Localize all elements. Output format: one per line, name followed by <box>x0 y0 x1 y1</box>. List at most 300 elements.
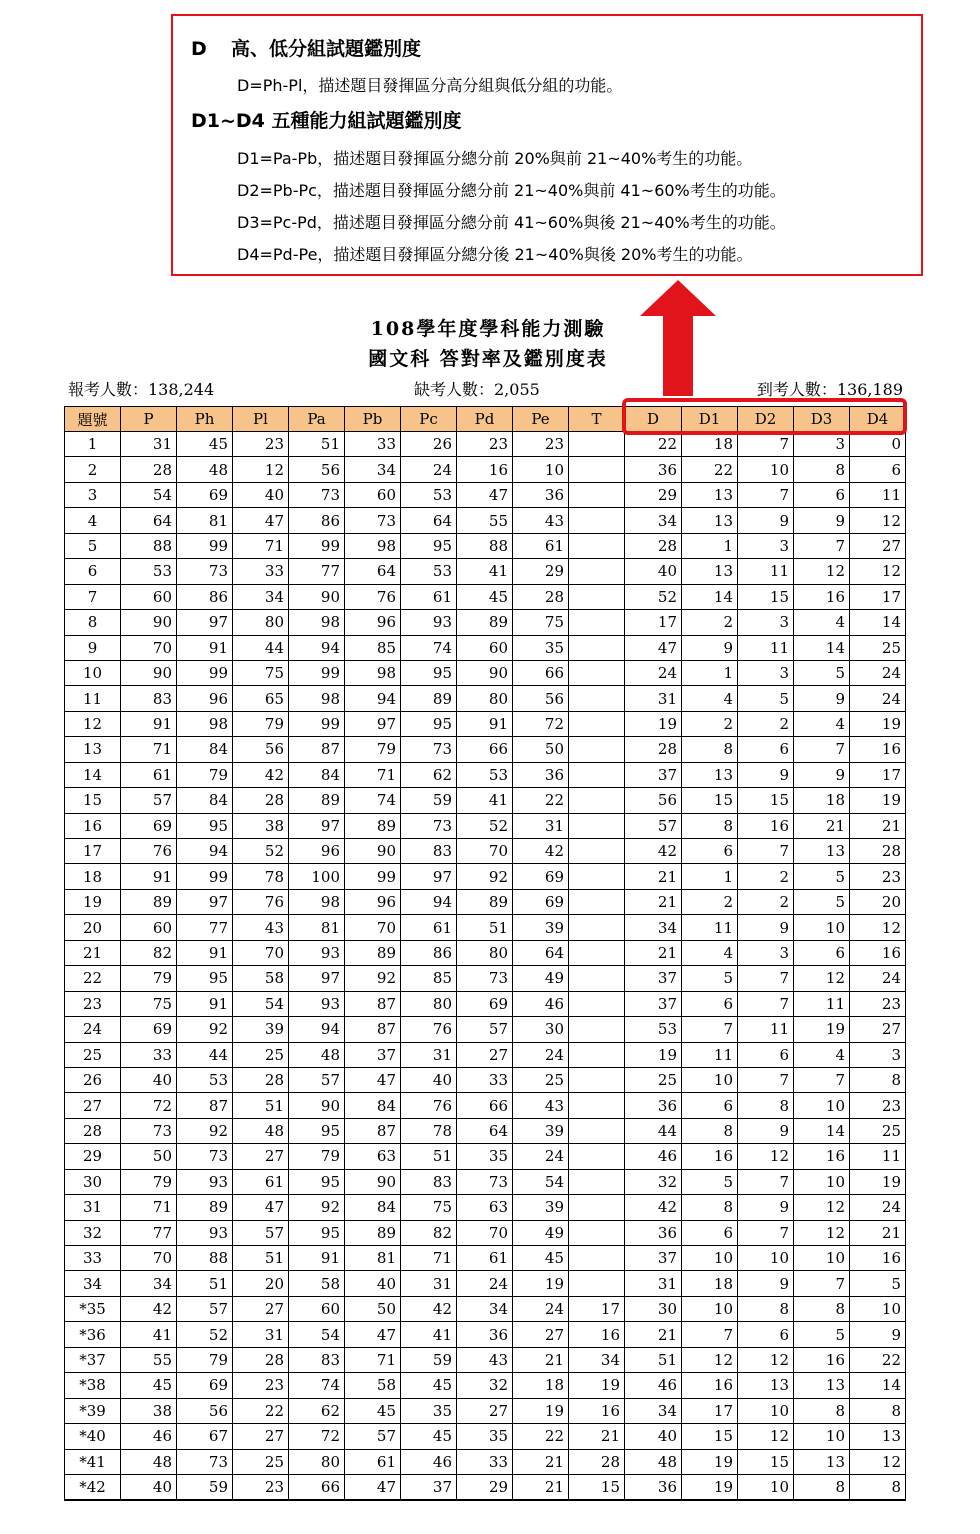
table-cell: 27 <box>457 1398 513 1423</box>
column-header: P <box>121 407 177 432</box>
table-row <box>65 559 906 584</box>
table-cell: 91 <box>177 991 233 1016</box>
column-header: T <box>569 407 625 432</box>
table-cell: 50 <box>345 1296 401 1321</box>
table-cell: 87 <box>345 1118 401 1143</box>
table-cell: 93 <box>401 610 457 635</box>
table-cell: 57 <box>625 813 682 838</box>
table-cell: 4 <box>794 610 850 635</box>
table-row <box>65 1093 906 1118</box>
table-cell: 28 <box>850 839 906 864</box>
table-cell: 17 <box>682 1398 738 1423</box>
table-cell: 12 <box>738 1144 794 1169</box>
table-cell: 24 <box>850 686 906 711</box>
table-cell: 91 <box>177 635 233 660</box>
table-cell: 31 <box>625 1271 682 1296</box>
table-cell: 58 <box>289 1271 345 1296</box>
table-cell: 10 <box>794 1246 850 1271</box>
table-cell: 8 <box>682 1118 738 1143</box>
table-cell: 32 <box>625 1169 682 1194</box>
table-cell: 35 <box>513 635 569 660</box>
column-header: Pd <box>457 407 513 432</box>
table-cell: 24 <box>850 660 906 685</box>
table-cell: 98 <box>289 889 345 914</box>
table-cell <box>569 1118 625 1143</box>
table-cell: 11 <box>738 1017 794 1042</box>
column-header: D3 <box>794 407 850 432</box>
table-cell: 22 <box>625 432 682 457</box>
table-cell: 57 <box>177 1296 233 1321</box>
table-cell: 45 <box>401 1373 457 1398</box>
table-cell: 42 <box>625 839 682 864</box>
table-cell: 95 <box>401 660 457 685</box>
table-cell: 13 <box>738 1373 794 1398</box>
table-cell <box>569 839 625 864</box>
table-cell: 97 <box>345 711 401 736</box>
table-cell: 51 <box>233 1093 289 1118</box>
table-cell: 63 <box>457 1195 513 1220</box>
table-cell: 28 <box>625 737 682 762</box>
table-cell <box>569 788 625 813</box>
table-cell: 92 <box>345 966 401 991</box>
table-cell: 56 <box>177 1398 233 1423</box>
table-cell: 16 <box>850 940 906 965</box>
table-cell: 2 <box>738 711 794 736</box>
table-cell: 89 <box>345 940 401 965</box>
question-number-cell: 31 <box>65 1195 121 1220</box>
table-cell: 11 <box>850 482 906 507</box>
table-cell: 12 <box>850 508 906 533</box>
table-cell: 61 <box>233 1169 289 1194</box>
table-cell: 29 <box>513 559 569 584</box>
table-cell: 95 <box>177 813 233 838</box>
table-cell: 56 <box>513 686 569 711</box>
d1-formula: D1=Pa-Pb，描述題目發揮區分總分前 20%與前 21~40%考生的功能。 <box>237 149 753 168</box>
table-cell: 28 <box>569 1449 625 1474</box>
table-cell: 16 <box>682 1144 738 1169</box>
table-cell: 61 <box>513 533 569 558</box>
table-cell: 7 <box>738 1220 794 1245</box>
table-cell: 53 <box>121 559 177 584</box>
table-cell: 13 <box>682 482 738 507</box>
table-cell: 55 <box>457 508 513 533</box>
table-cell: 58 <box>233 966 289 991</box>
table-cell: 64 <box>121 508 177 533</box>
table-cell: 90 <box>345 1169 401 1194</box>
table-cell: 14 <box>794 1118 850 1143</box>
table-cell <box>569 533 625 558</box>
table-cell: 96 <box>177 686 233 711</box>
table-cell: 7 <box>738 966 794 991</box>
table-cell: 19 <box>850 1169 906 1194</box>
table-cell: 5 <box>682 1169 738 1194</box>
table-cell: 52 <box>457 813 513 838</box>
table-cell: 92 <box>177 1017 233 1042</box>
table-cell: 75 <box>121 991 177 1016</box>
table-cell: 21 <box>513 1449 569 1474</box>
table-cell: 17 <box>625 610 682 635</box>
table-row <box>65 610 906 635</box>
table-cell: 25 <box>625 1067 682 1092</box>
table-cell: 69 <box>121 1017 177 1042</box>
table-cell: 97 <box>289 966 345 991</box>
table-cell: 12 <box>682 1347 738 1372</box>
table-cell: 64 <box>345 559 401 584</box>
table-cell: 71 <box>121 1195 177 1220</box>
table-cell: 6 <box>682 839 738 864</box>
table-cell: 13 <box>794 1449 850 1474</box>
table-cell: 61 <box>345 1449 401 1474</box>
question-number-cell: 12 <box>65 711 121 736</box>
table-cell: 24 <box>513 1296 569 1321</box>
table-cell: 34 <box>121 1271 177 1296</box>
table-cell: 13 <box>794 1373 850 1398</box>
table-cell: 9 <box>794 686 850 711</box>
table-cell: 52 <box>625 584 682 609</box>
table-cell: 89 <box>401 686 457 711</box>
table-cell: 37 <box>625 991 682 1016</box>
table-cell: 82 <box>401 1220 457 1245</box>
table-cell: 37 <box>345 1042 401 1067</box>
table-cell: 73 <box>289 482 345 507</box>
table-cell: 47 <box>233 1195 289 1220</box>
question-number-cell: 26 <box>65 1067 121 1092</box>
page-title: 108學年度學科能力測驗 <box>370 318 606 340</box>
table-cell: 87 <box>177 1093 233 1118</box>
table-cell: 22 <box>513 788 569 813</box>
table-cell: 7 <box>682 1017 738 1042</box>
table-cell: 67 <box>177 1424 233 1449</box>
absent-count: 缺考人數：2,055 <box>414 380 540 399</box>
table-cell: 87 <box>345 991 401 1016</box>
column-header: Pc <box>401 407 457 432</box>
table-cell: 17 <box>850 762 906 787</box>
table-cell <box>569 889 625 914</box>
table-cell <box>569 762 625 787</box>
column-header: D4 <box>850 407 906 432</box>
table-cell: 5 <box>794 1322 850 1347</box>
score-table <box>64 406 906 1501</box>
table-cell: 34 <box>457 1296 513 1321</box>
table-cell: 12 <box>738 1424 794 1449</box>
table-cell: 95 <box>289 1169 345 1194</box>
table-cell: 73 <box>457 1169 513 1194</box>
table-cell: 81 <box>289 915 345 940</box>
table-cell: 97 <box>401 864 457 889</box>
table-cell: 27 <box>513 1322 569 1347</box>
table-cell: 21 <box>513 1474 569 1499</box>
table-cell: 73 <box>121 1118 177 1143</box>
table-cell: 19 <box>682 1449 738 1474</box>
column-header: D2 <box>738 407 794 432</box>
table-cell: 29 <box>625 482 682 507</box>
table-cell: 43 <box>513 1093 569 1118</box>
table-cell: 77 <box>121 1220 177 1245</box>
table-cell: 47 <box>345 1322 401 1347</box>
table-cell: 80 <box>457 686 513 711</box>
question-number-cell: 5 <box>65 533 121 558</box>
table-cell: 10 <box>738 1474 794 1499</box>
table-cell: 12 <box>794 1220 850 1245</box>
table-cell: 11 <box>738 559 794 584</box>
table-cell: 31 <box>625 686 682 711</box>
table-cell: 25 <box>233 1042 289 1067</box>
table-cell: 53 <box>401 559 457 584</box>
table-cell: 80 <box>457 940 513 965</box>
table-cell: 16 <box>682 1373 738 1398</box>
table-cell: 36 <box>625 457 682 482</box>
table-cell: 96 <box>345 610 401 635</box>
table-cell: 93 <box>177 1169 233 1194</box>
table-cell: 12 <box>233 457 289 482</box>
table-row <box>65 635 906 660</box>
table-cell: 99 <box>177 864 233 889</box>
table-cell: 54 <box>121 482 177 507</box>
table-cell: 19 <box>625 1042 682 1067</box>
table-cell: 25 <box>233 1449 289 1474</box>
table-cell: 89 <box>457 889 513 914</box>
table-cell: 23 <box>233 1373 289 1398</box>
table-cell: 27 <box>233 1296 289 1321</box>
table-row <box>65 457 906 482</box>
table-cell: 98 <box>345 660 401 685</box>
table-row <box>65 839 906 864</box>
question-number-cell: 6 <box>65 559 121 584</box>
table-cell: 84 <box>177 737 233 762</box>
table-cell: 97 <box>177 889 233 914</box>
table-row <box>65 1271 906 1296</box>
table-cell: 7 <box>738 432 794 457</box>
table-cell: 93 <box>177 1220 233 1245</box>
table-cell: 8 <box>682 737 738 762</box>
table-cell: 78 <box>233 864 289 889</box>
table-cell: 92 <box>177 1118 233 1143</box>
table-cell <box>569 1017 625 1042</box>
table-cell: 32 <box>457 1373 513 1398</box>
table-cell: 36 <box>625 1474 682 1499</box>
table-cell <box>569 1067 625 1092</box>
question-number-cell: *35 <box>65 1296 121 1321</box>
table-cell: 8 <box>850 1067 906 1092</box>
table-cell: 44 <box>233 635 289 660</box>
table-cell: 15 <box>682 1424 738 1449</box>
d-heading <box>191 34 421 61</box>
table-cell: 13 <box>850 1424 906 1449</box>
table-cell: 9 <box>738 1118 794 1143</box>
table-cell: 88 <box>177 1246 233 1271</box>
table-cell: 42 <box>121 1296 177 1321</box>
table-cell <box>569 482 625 507</box>
table-row <box>65 915 906 940</box>
table-cell: 21 <box>625 1322 682 1347</box>
table-cell: 7 <box>794 1067 850 1092</box>
table-cell: 34 <box>625 1398 682 1423</box>
table-cell: 2 <box>682 610 738 635</box>
table-cell: 98 <box>289 610 345 635</box>
table-row <box>65 1449 906 1474</box>
table-cell: 7 <box>738 1067 794 1092</box>
table-cell: 80 <box>233 610 289 635</box>
table-cell: 73 <box>177 559 233 584</box>
table-cell: 50 <box>513 737 569 762</box>
table-cell: 18 <box>682 432 738 457</box>
table-cell: 16 <box>794 1144 850 1169</box>
table-cell: 83 <box>289 1347 345 1372</box>
table-cell: 91 <box>121 864 177 889</box>
table-cell: 33 <box>457 1067 513 1092</box>
table-cell <box>569 1195 625 1220</box>
table-cell: 21 <box>625 889 682 914</box>
table-cell: 9 <box>850 1322 906 1347</box>
d3-formula: D3=Pc-Pd，描述題目發揮區分總分前 41~60%與後 21~40%考生的功能。 <box>237 213 786 232</box>
table-cell: 23 <box>850 864 906 889</box>
table-cell: 52 <box>177 1322 233 1347</box>
question-number-cell: 28 <box>65 1118 121 1143</box>
table-cell: 45 <box>401 1424 457 1449</box>
table-cell: 6 <box>850 457 906 482</box>
question-number-cell: *36 <box>65 1322 121 1347</box>
table-cell <box>569 508 625 533</box>
table-cell: 48 <box>233 1118 289 1143</box>
table-cell: 10 <box>738 1398 794 1423</box>
table-cell: 60 <box>345 482 401 507</box>
table-cell: 8 <box>794 1398 850 1423</box>
table-cell: 3 <box>850 1042 906 1067</box>
table-cell: 69 <box>513 889 569 914</box>
table-cell: 8 <box>738 1093 794 1118</box>
table-cell: 57 <box>457 1017 513 1042</box>
table-cell: 76 <box>121 839 177 864</box>
table-row <box>65 788 906 813</box>
table-cell: 27 <box>850 533 906 558</box>
table-cell: 6 <box>682 991 738 1016</box>
table-cell: 5 <box>738 686 794 711</box>
table-row <box>65 1017 906 1042</box>
table-cell: 40 <box>121 1474 177 1499</box>
table-row <box>65 762 906 787</box>
table-cell: 45 <box>177 432 233 457</box>
table-cell: 33 <box>121 1042 177 1067</box>
table-row <box>65 584 906 609</box>
table-cell: 51 <box>625 1347 682 1372</box>
question-number-cell: 10 <box>65 660 121 685</box>
table-cell: 4 <box>682 940 738 965</box>
table-cell: 39 <box>513 915 569 940</box>
table-cell: 10 <box>738 457 794 482</box>
table-cell: 16 <box>850 737 906 762</box>
table-cell: 10 <box>794 1093 850 1118</box>
table-cell: 24 <box>513 1144 569 1169</box>
table-cell: 41 <box>401 1322 457 1347</box>
table-cell: 18 <box>513 1373 569 1398</box>
table-cell: 24 <box>850 966 906 991</box>
question-number-cell: 13 <box>65 737 121 762</box>
table-cell: 75 <box>513 610 569 635</box>
table-cell: 53 <box>457 762 513 787</box>
table-cell: 31 <box>233 1322 289 1347</box>
column-header: Pe <box>513 407 569 432</box>
table-cell <box>569 457 625 482</box>
table-row <box>65 711 906 736</box>
table-cell: 76 <box>401 1017 457 1042</box>
table-cell: 98 <box>345 533 401 558</box>
table-cell: 2 <box>738 864 794 889</box>
table-cell: 71 <box>121 737 177 762</box>
table-cell: 96 <box>345 889 401 914</box>
table-cell: 99 <box>289 711 345 736</box>
page-subtitle: 國文科 答對率及鑑別度表 <box>368 348 608 370</box>
table-cell: 9 <box>738 762 794 787</box>
registered-count: 報考人數：138,244 <box>68 380 215 399</box>
table-cell: 9 <box>682 635 738 660</box>
question-number-cell: 2 <box>65 457 121 482</box>
table-cell: 28 <box>233 1347 289 1372</box>
question-number-cell: 27 <box>65 1093 121 1118</box>
table-cell: 84 <box>289 762 345 787</box>
table-cell: 16 <box>738 813 794 838</box>
table-cell: 71 <box>233 533 289 558</box>
table-cell: 7 <box>738 1169 794 1194</box>
question-number-cell: 21 <box>65 940 121 965</box>
table-cell: 93 <box>289 940 345 965</box>
table-cell: 37 <box>625 1246 682 1271</box>
table-cell: 20 <box>233 1271 289 1296</box>
question-number-cell: 14 <box>65 762 121 787</box>
table-body <box>65 432 906 1500</box>
table-cell: 81 <box>345 1246 401 1271</box>
table-cell: 60 <box>457 635 513 660</box>
table-cell: 3 <box>794 432 850 457</box>
d-heading-text: 高、低分組試題鑑別度 <box>231 38 422 60</box>
table-cell: 1 <box>682 533 738 558</box>
table-cell: 48 <box>177 457 233 482</box>
table-cell: 28 <box>513 584 569 609</box>
table-cell: 19 <box>625 711 682 736</box>
table-cell: 90 <box>345 839 401 864</box>
table-cell: 24 <box>401 457 457 482</box>
table-cell: 28 <box>233 1067 289 1092</box>
question-number-cell: 7 <box>65 584 121 609</box>
table-cell <box>569 432 625 457</box>
table-cell: 99 <box>177 533 233 558</box>
table-cell: 21 <box>850 1220 906 1245</box>
table-cell: 70 <box>121 1246 177 1271</box>
table-cell: 90 <box>121 660 177 685</box>
table-cell <box>569 711 625 736</box>
question-number-cell: 16 <box>65 813 121 838</box>
table-cell: 76 <box>233 889 289 914</box>
table-cell: 36 <box>457 1322 513 1347</box>
table-cell: 1 <box>682 864 738 889</box>
table-cell: 64 <box>513 940 569 965</box>
table-cell: 97 <box>177 610 233 635</box>
table-cell: 62 <box>401 762 457 787</box>
table-cell: 16 <box>850 1246 906 1271</box>
table-cell: 72 <box>289 1424 345 1449</box>
table-cell: 34 <box>625 915 682 940</box>
table-cell <box>569 940 625 965</box>
table-cell: 3 <box>738 660 794 685</box>
table-cell: 83 <box>401 1169 457 1194</box>
table-cell: 79 <box>121 1169 177 1194</box>
table-cell: 51 <box>233 1246 289 1271</box>
table-cell: 95 <box>177 966 233 991</box>
table-cell: 36 <box>625 1220 682 1245</box>
table-cell: 16 <box>569 1322 625 1347</box>
table-cell: 73 <box>177 1449 233 1474</box>
table-cell <box>569 686 625 711</box>
table-cell: 31 <box>513 813 569 838</box>
